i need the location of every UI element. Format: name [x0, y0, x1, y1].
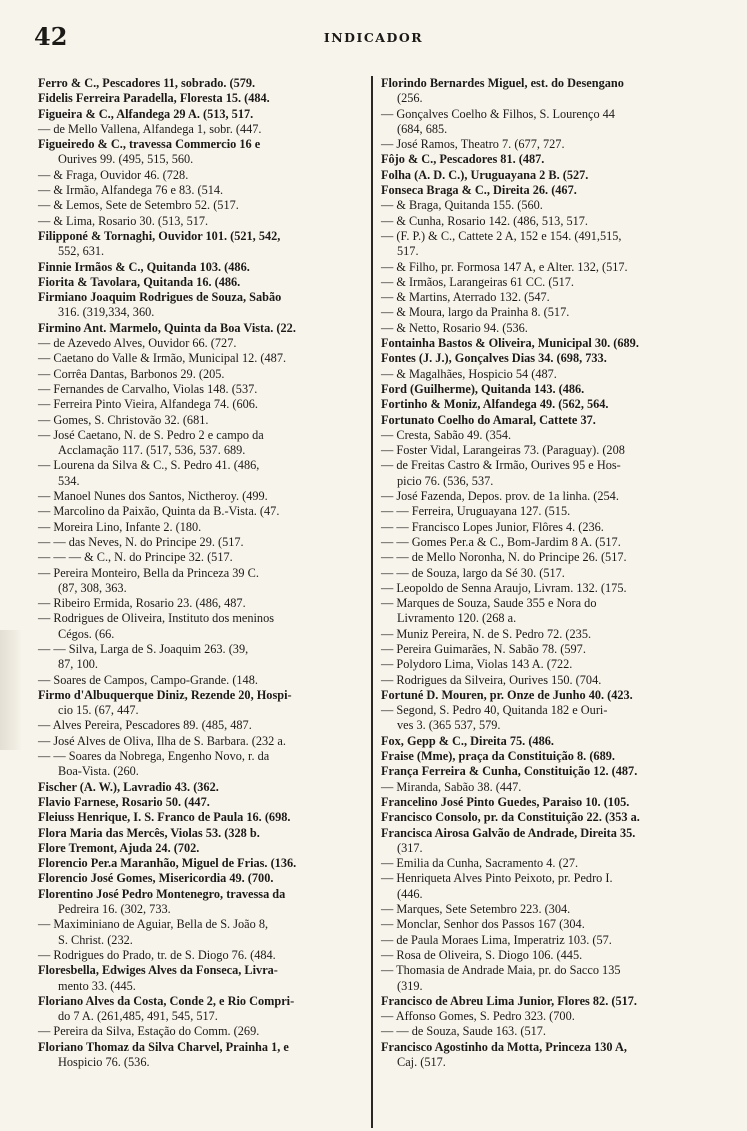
directory-entry: — Moreira Lino, Infante 2. (180.: [38, 519, 202, 534]
directory-entry: — & Lemos, Sete de Setembro 52. (517.: [38, 198, 239, 213]
directory-entry: Flore Tremont, Ajuda 24. (702.: [38, 840, 200, 855]
column-divider: [371, 76, 373, 1128]
directory-entry: — — Gomes Per.a & C., Bom-Jardim 8 A. (517.: [381, 534, 621, 549]
directory-entry: Floresbella, Edwiges Alves da Fonseca, Livra-: [38, 963, 278, 978]
entry-continuation: Livramento 120. (268 a.: [397, 611, 517, 626]
entry-continuation: 552, 631.: [58, 244, 105, 259]
directory-entry: Florencio José Gomes, Misericordia 49. (700.: [38, 871, 274, 886]
entry-columns: [32, 76, 722, 1128]
binding-stain: [0, 630, 22, 750]
directory-entry: Florencio Per.a Maranhão, Miguel de Frias. (136.: [38, 856, 297, 871]
directory-entry: — Gomes, S. Christovão 32. (681.: [38, 412, 209, 427]
directory-entry: — Henriqueta Alves Pinto Peixoto, pr. Pedro I.: [381, 871, 613, 886]
entry-continuation: (317.: [397, 840, 423, 855]
directory-entry: — — Soares da Nobrega, Engenho Novo, r. da: [38, 749, 270, 764]
directory-entry: Flora Maria das Mercês, Violas 53. (328 b.: [38, 825, 260, 840]
directory-entry: Floriano Thomaz da Silva Charvel, Prainha 1, e: [38, 1039, 289, 1054]
directory-entry: — José Ramos, Theatro 7. (677, 727.: [381, 137, 565, 152]
entry-continuation: Caj. (517.: [397, 1055, 446, 1069]
directory-entry: — — — & C., N. do Principe 32. (517.: [38, 550, 233, 565]
directory-entry: — Monclar, Senhor dos Passos 167 (304.: [381, 917, 585, 932]
entry-continuation: cio 15. (67, 447.: [58, 703, 139, 718]
directory-entry: — Gonçalves Coelho & Filhos, S. Lourenço 44: [381, 106, 615, 121]
entry-continuation: (684, 685.: [397, 121, 448, 136]
directory-entry: — — das Neves, N. do Principe 29. (517.: [38, 534, 244, 549]
directory-entry: Fonseca Braga & C., Direita 26. (467.: [381, 183, 577, 198]
directory-entry: — Muniz Pereira, N. de S. Pedro 72. (235.: [381, 626, 592, 641]
directory-entry: — & Moura, largo da Prainha 8. (517.: [381, 305, 570, 320]
directory-entry: Figueiredo & C., travessa Commercio 16 e: [38, 137, 261, 152]
directory-entry: — & Magalhães, Hospicio 54 (487.: [381, 366, 557, 381]
directory-entry: — Segond, S. Pedro 40, Quitanda 182 e Ouri-: [381, 703, 608, 718]
directory-entry: — — de Souza, largo da Sé 30. (517.: [381, 565, 565, 580]
right-column: [375, 76, 721, 1070]
directory-entry: — Rosa de Oliveira, S. Diogo 106. (445.: [381, 947, 583, 962]
directory-entry: Firmiano Joaquim Rodrigues de Souza, Sabão: [38, 290, 282, 305]
directory-entry: Folha (A. D. C.), Uruguayana 2 B. (527.: [381, 167, 589, 182]
entry-continuation: (87, 308, 363.: [58, 580, 127, 595]
directory-entry: Francisco Consolo, pr. da Constituição 22. (353 a.: [381, 810, 640, 825]
page-number: 42: [34, 22, 68, 51]
directory-entry: Fleiuss Henrique, I. S. Franco de Paula 16. (698.: [38, 810, 291, 825]
directory-entry: — & Irmão, Alfandega 76 e 83. (514.: [38, 183, 224, 198]
entry-continuation: 517.: [397, 244, 419, 259]
directory-entry: — — de Mello Noronha, N. do Principe 26. (517.: [381, 550, 627, 565]
entry-continuation: (256.: [397, 91, 423, 106]
directory-entry: Francisco de Abreu Lima Junior, Flores 82. (517.: [381, 993, 637, 1008]
directory-entry: — José Caetano, N. de S. Pedro 2 e campo da: [38, 427, 264, 442]
directory-entry: Fraise (Mme), praça da Constituição 8. (689.: [381, 749, 615, 764]
directory-entry: Francisco Agostinho da Motta, Princeza 130 A,: [381, 1039, 627, 1054]
entry-continuation: Hospicio 76. (536.: [58, 1055, 150, 1069]
directory-entry: Firmino Ant. Marmelo, Quinta da Boa Vista. (22.: [38, 320, 296, 335]
directory-entry: — Alves Pereira, Pescadores 89. (485, 487.: [38, 718, 252, 733]
entry-continuation: (446.: [397, 886, 423, 901]
entry-continuation: 534.: [58, 473, 80, 488]
directory-entry: — Ribeiro Ermida, Rosario 23. (486, 487.: [38, 596, 246, 611]
directory-entry: — Maximiniano de Aguiar, Bella de S. João 8,: [38, 917, 269, 932]
entry-continuation: ves 3. (365 537, 579.: [397, 718, 501, 733]
entry-continuation: 316. (319,334, 360.: [58, 305, 155, 320]
directory-entry: — de Paula Moraes Lima, Imperatriz 103. (57.: [381, 932, 612, 947]
directory-entry: — Polydoro Lima, Violas 143 A. (722.: [381, 657, 573, 672]
directory-entry: — — Silva, Larga de S. Joaquim 263. (39,: [38, 641, 249, 656]
directory-entry: — — de Souza, Saude 163. (517.: [381, 1024, 546, 1039]
directory-entry: — Thomasia de Andrade Maia, pr. do Sacco 135: [381, 963, 621, 978]
directory-entry: Fôjo & C., Pescadores 81. (487.: [381, 152, 545, 167]
directory-entry: Francisca Airosa Galvão de Andrade, Direita 35.: [381, 825, 636, 840]
directory-entry: — & Braga, Quitanda 155. (560.: [381, 198, 543, 213]
entry-continuation: (319.: [397, 978, 423, 993]
entry-continuation: Ourives 99. (495, 515, 560.: [58, 152, 194, 167]
directory-entry: Fortunato Coelho do Amaral, Cattete 37.: [381, 412, 596, 427]
entry-continuation: S. Christ. (232.: [58, 932, 133, 947]
directory-entry: — & Filho, pr. Formosa 147 A, e Alter. 132, (517.: [381, 259, 628, 274]
directory-entry: — Lourena da Silva & C., S. Pedro 41. (486,: [38, 458, 260, 473]
directory-entry: Francelino José Pinto Guedes, Paraiso 10. (105.: [381, 794, 630, 809]
directory-entry: Finnie Irmãos & C., Quitanda 103. (486.: [38, 259, 250, 274]
directory-entry: — Pereira Monteiro, Bella da Princeza 39 C.: [38, 565, 259, 580]
directory-entry: — Marcolino da Paixão, Quinta da B.-Vista. (47.: [38, 504, 280, 519]
directory-entry: — Ferreira Pinto Vieira, Alfandega 74. (606.: [38, 397, 258, 412]
directory-entry: — Miranda, Sabão 38. (447.: [381, 779, 522, 794]
directory-entry: — & Martins, Aterrado 132. (547.: [381, 290, 550, 305]
directory-entry: — Rodrigues da Silveira, Ourives 150. (704.: [381, 672, 602, 687]
directory-entry: — Fernandes de Carvalho, Violas 148. (537.: [38, 381, 258, 396]
directory-entry: — de Freitas Castro & Irmão, Ourives 95 e Hos-: [381, 458, 621, 473]
directory-entry: — Leopoldo de Senna Araujo, Livram. 132. (175.: [381, 580, 627, 595]
directory-entry: França Ferreira & Cunha, Constituição 12. (487.: [381, 764, 638, 779]
entry-continuation: Acclamação 117. (517, 536, 537. 689.: [58, 443, 246, 458]
directory-entry: — Affonso Gomes, S. Pedro 323. (700.: [381, 1009, 575, 1024]
directory-entry: — Cresta, Sabão 49. (354.: [381, 427, 512, 442]
directory-entry: Fox, Gepp & C., Direita 75. (486.: [381, 733, 554, 748]
directory-entry: — Marques de Souza, Saude 355 e Nora do: [381, 596, 597, 611]
directory-entry: — & Lima, Rosario 30. (513, 517.: [38, 213, 209, 228]
directory-entry: — Emilia da Cunha, Sacramento 4. (27.: [381, 856, 579, 871]
entry-continuation: picio 76. (536, 537.: [397, 473, 494, 488]
directory-entry: Filipponé & Tornaghi, Ouvidor 101. (521, 542,: [38, 228, 281, 243]
directory-entry: Fiorita & Tavolara, Quitanda 16. (486.: [38, 274, 241, 289]
directory-entry: — Pereira da Silva, Estação do Comm. (269.: [38, 1024, 260, 1039]
directory-entry: Florentino José Pedro Montenegro, travessa da: [38, 886, 286, 901]
directory-entry: — & Netto, Rosario 94. (536.: [381, 320, 528, 335]
directory-entry: Fortinho & Moniz, Alfandega 49. (562, 564.: [381, 397, 609, 412]
directory-entry: Fontainha Bastos & Oliveira, Municipal 30. (689.: [381, 336, 639, 351]
directory-entry: Ford (Guilherme), Quitanda 143. (486.: [381, 381, 585, 396]
directory-entry: — Soares de Campos, Campo-Grande. (148.: [38, 672, 258, 687]
directory-entry: — Pereira Guimarães, N. Sabão 78. (597.: [381, 641, 586, 656]
directory-entry: — José Alves de Oliva, Ilha de S. Barbara. (232 a.: [38, 733, 286, 748]
directory-entry: Firmo d'Albuquerque Diniz, Rezende 20, Hospi-: [38, 687, 292, 702]
directory-entry: — — Ferreira, Uruguayana 127. (515.: [381, 504, 571, 519]
directory-entry: — Manoel Nunes dos Santos, Nictheroy. (499.: [38, 489, 268, 504]
directory-entry: Fontes (J. J.), Gonçalves Dias 34. (698, 733.: [381, 351, 607, 366]
directory-entry: — (F. P.) & C., Cattete 2 A, 152 e 154. (491,515,: [381, 228, 622, 243]
entry-continuation: do 7 A. (261,485, 491, 545, 517.: [58, 1009, 218, 1024]
entry-continuation: mento 33. (445.: [58, 978, 136, 993]
directory-entry: — Caetano do Valle & Irmão, Municipal 12. (487.: [38, 351, 287, 366]
directory-entry: — de Mello Vallena, Alfandega 1, sobr. (447.: [38, 121, 262, 136]
directory-entry: Fidelis Ferreira Paradella, Floresta 15. (484.: [38, 91, 270, 106]
entry-continuation: Pedreira 16. (302, 733.: [58, 902, 171, 917]
directory-entry: — Corrêa Dantas, Barbonos 29. (205.: [38, 366, 225, 381]
directory-entry: — Rodrigues de Oliveira, Instituto dos meninos: [38, 611, 275, 626]
directory-entry: — & Cunha, Rosario 142. (486, 513, 517.: [381, 213, 588, 228]
directory-entry: Figueira & C., Alfandega 29 A. (513, 517.: [38, 106, 254, 121]
directory-entry: Flavio Farnese, Rosario 50. (447.: [38, 794, 210, 809]
directory-entry: Fortuné D. Mouren, pr. Onze de Junho 40. (423.: [381, 687, 633, 702]
directory-entry: Ferro & C., Pescadores 11, sobrado. (579.: [38, 76, 256, 90]
directory-entry: Florindo Bernardes Miguel, est. do Desengano: [381, 76, 624, 90]
left-column: [32, 76, 372, 1070]
directory-entry: Floriano Alves da Costa, Conde 2, e Rio Compri-: [38, 993, 295, 1008]
directory-entry: — Marques, Sete Setembro 223. (304.: [381, 902, 571, 917]
directory-entry: — de Azevedo Alves, Ouvidor 66. (727.: [38, 336, 237, 351]
directory-entry: — José Fazenda, Depos. prov. de 1a linha. (254.: [381, 489, 619, 504]
directory-entry: — Rodrigues do Prado, tr. de S. Diogo 76. (484.: [38, 947, 276, 962]
entry-continuation: Cégos. (66.: [58, 626, 115, 641]
directory-entry: — Foster Vidal, Larangeiras 73. (Paraguay). (208: [381, 443, 625, 458]
page-title: INDICADOR: [323, 30, 424, 45]
directory-entry: Fischer (A. W.), Lavradio 43. (362.: [38, 779, 219, 794]
directory-entry: — & Fraga, Ouvidor 46. (728.: [38, 167, 189, 182]
entry-continuation: Boa-Vista. (260.: [58, 764, 139, 779]
directory-entry: — — Francisco Lopes Junior, Flôres 4. (236.: [381, 519, 604, 534]
entry-continuation: 87, 100.: [58, 657, 98, 672]
page-header: [34, 18, 713, 58]
directory-entry: — & Irmãos, Larangeiras 61 CC. (517.: [381, 274, 574, 289]
